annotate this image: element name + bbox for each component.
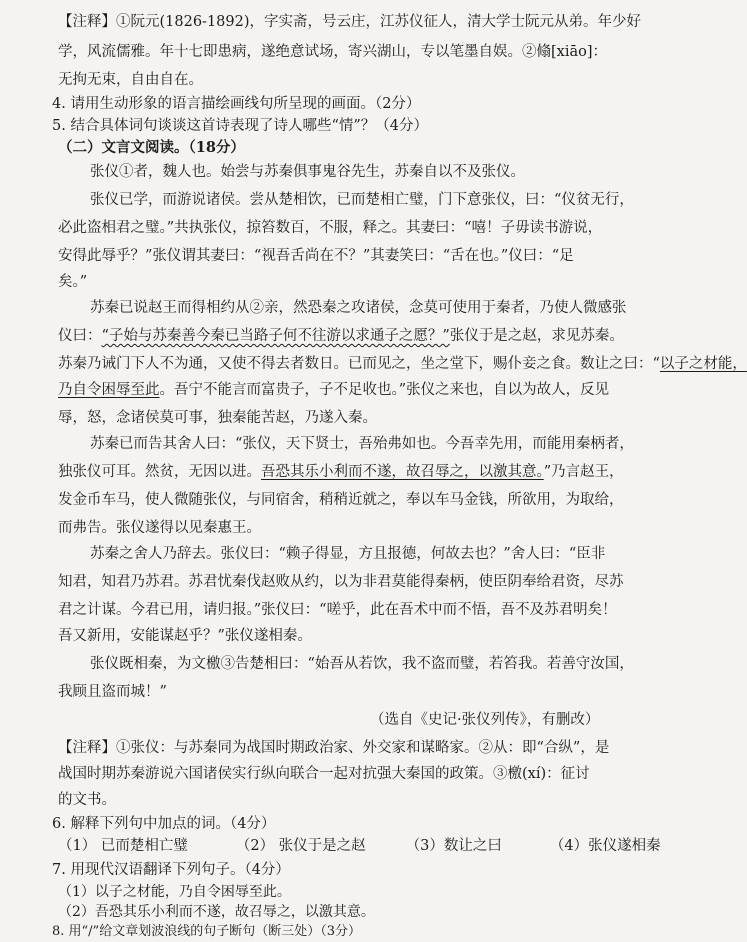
- text-line: [58, 218, 602, 238]
- q7-item: （2）吾恐其乐小利而不遂，故召辱之，以激其意。: [58, 904, 375, 920]
- line-text: 仪曰：: [58, 328, 102, 344]
- text-line: [58, 42, 607, 62]
- q7-item: （1）以子之材能，乃自令困辱至此。: [58, 884, 291, 900]
- q7-title: 7. 用现代汉语翻译下列句子。（4分）: [52, 862, 290, 878]
- text-line: [58, 70, 203, 90]
- line-text: 而弗告。张仪遂得以见秦惠王。: [58, 520, 261, 536]
- line-text: 必此盗相君之璧。”共执张仪，掠笞数百，不服，释之。其妻曰：“嘻！子毋读书游说，: [58, 220, 603, 236]
- line-text: 知君，知君乃苏君。苏君忧秦伐赵败从约，以为非君莫能得秦柄，使臣阴奉给君资，尽苏: [58, 574, 624, 590]
- underlined-sentence: 乃自令困辱至此: [58, 382, 160, 398]
- text-line: [58, 138, 245, 158]
- text-line: [370, 710, 599, 730]
- line-text-rest: 张仪遂相秦。: [224, 628, 312, 644]
- text-line: [58, 272, 87, 292]
- line-text-rest: 张仪于是之赵，求见苏秦。: [449, 328, 624, 344]
- text-line: [58, 408, 377, 428]
- line-text: 4. 请用生动形象的语言描绘画线句所呈现的画面。（2分）: [52, 96, 421, 112]
- line-text: 张仪已学，而游说诸侯。尝从楚相饮，已而楚相亡璧，门下意张仪，曰：“仪贫无行，: [90, 192, 634, 208]
- text-line: [58, 682, 167, 702]
- q6-item: （2） 张仪于是之赵: [235, 838, 366, 854]
- text-line: [58, 738, 609, 758]
- line-text: 苏秦乃诫门下人不为通，又使不得去者数日。已而见之，坐之堂下，赐仆妾之食。数让之曰：“: [58, 356, 660, 372]
- text-line: [58, 600, 617, 620]
- text-line: [52, 116, 428, 136]
- text-line: [52, 94, 420, 114]
- q6-item: （1） 已而楚相亡璧: [58, 838, 188, 854]
- text-line: [58, 354, 747, 374]
- line-text: 独张仪可耳。然贫，无因以进。: [58, 464, 261, 480]
- line-text: 发金币车马，使人微随张仪，与同宿舍，稍稍近就之，奉以车马金钱，所欲用，为取给，: [58, 492, 624, 508]
- text-line: [58, 490, 624, 510]
- line-text: 的文书。: [58, 792, 116, 808]
- line-text: 苏秦已说赵王而得相约从②亲，然恐秦之攻诸侯，念莫可使用于秦者，乃使人微感张: [90, 300, 627, 316]
- wavy-underlined-sentence: “子始与苏秦善今秦已当路子何不往游以求通子之愿？”: [101, 328, 450, 344]
- line-text: 【注释】①张仪：与苏秦同为战国时期政治家、外交家和谋略家。②从：即“合纵”，是: [58, 740, 610, 756]
- line-text: 苏秦之舍人乃辞去。张仪曰：“赖子得显，方且报德，何故去也？”舍人曰：“臣非: [90, 546, 606, 562]
- line-text: 苏秦已而告其舍人曰：“张仪，天下贤士，吾殆弗如也。今吾幸先用，而能用秦柄者，: [90, 436, 634, 452]
- line-text: 5. 结合具体词句谈谈这首诗表现了诗人哪些“情”？（4分）: [52, 118, 428, 134]
- text-line: [58, 626, 312, 646]
- q6-item: （4）张仪遂相秦: [549, 838, 661, 854]
- text-line: [58, 572, 624, 592]
- text-line: [90, 190, 634, 210]
- line-text: 吾又新用，安能谋赵乎？”: [58, 628, 225, 644]
- line-text: 我顾且盗而城！”: [58, 684, 167, 700]
- line-text: 无拘无束，自由自在。: [58, 72, 203, 88]
- text-line: [58, 518, 261, 538]
- underlined-sentence: 以子之材能，: [659, 356, 747, 372]
- line-text-rest: 。吾宁不能言而富贵子，子不足收也。”张仪之来也，自以为故人，反见: [159, 382, 610, 398]
- text-line: [58, 790, 116, 810]
- text-line: [58, 246, 574, 266]
- q6-items: [58, 836, 661, 856]
- line-text: 辱，怒，念诸侯莫可事，独秦能苦赵，乃遂入秦。: [58, 410, 377, 426]
- line-text: 6. 解释下列句中加点的词。（4分）: [52, 816, 276, 832]
- text-line: [90, 298, 627, 318]
- text-line: [58, 764, 590, 784]
- text-line: [58, 12, 641, 32]
- line-text: 战国时期苏秦游说六国诸侯实行纵向联合一起对抗强大秦国的政策。③檄(xí)：征讨: [58, 766, 590, 782]
- underlined-sentence: 吾恐其乐小利而不遂，故召辱之，以激其意。: [261, 464, 544, 480]
- q8-title: 8. 用“/”给文章划波浪线的句子断句（断三处）（3分）: [52, 924, 361, 939]
- text-line: [58, 326, 624, 346]
- text-line: [90, 654, 634, 674]
- text-line: [58, 462, 624, 482]
- q6-item: （3）数让之曰: [405, 838, 502, 854]
- text-line: [52, 814, 275, 834]
- line-text: 张仪既相秦，为文檄③告楚相曰：“始吾从若饮，我不盗而璧，若笞我。若善守汝国，: [90, 656, 634, 672]
- line-text: 学，风流儒雅。年十七即患病，遂绝意试场，寄兴湖山，专以笔墨自娱。②翛[xiāo]：: [58, 44, 608, 60]
- line-text: （选自《史记·张仪列传》，有删改）: [370, 712, 600, 728]
- line-text: 矣。”: [58, 274, 88, 290]
- line-text: 君之计谋。今君已用，请归报。”张仪曰：“嗟乎，此在吾术中而不悟，吾不及苏君明矣！: [58, 602, 617, 618]
- line-text-rest: ”乃言赵王，: [543, 464, 624, 480]
- line-text: 张仪①者，魏人也。始尝与苏秦俱事鬼谷先生，苏秦自以不及张仪。: [90, 164, 525, 180]
- text-line: [90, 544, 605, 564]
- text-line: [90, 162, 525, 182]
- text-line: [90, 434, 634, 454]
- line-text: 安得此辱乎？”张仪谓其妻曰：“视吾舌尚在不？”其妻笑曰：“舌在也。”仪曰：“足: [58, 248, 574, 264]
- line-text: 【注释】①阮元(1826-1892)，字实斋，号云庄，江苏仪征人，清大学士阮元从弟。年少好: [58, 14, 642, 30]
- line-text: （二）文言文阅读。（18分）: [58, 139, 245, 156]
- text-line: [58, 380, 609, 400]
